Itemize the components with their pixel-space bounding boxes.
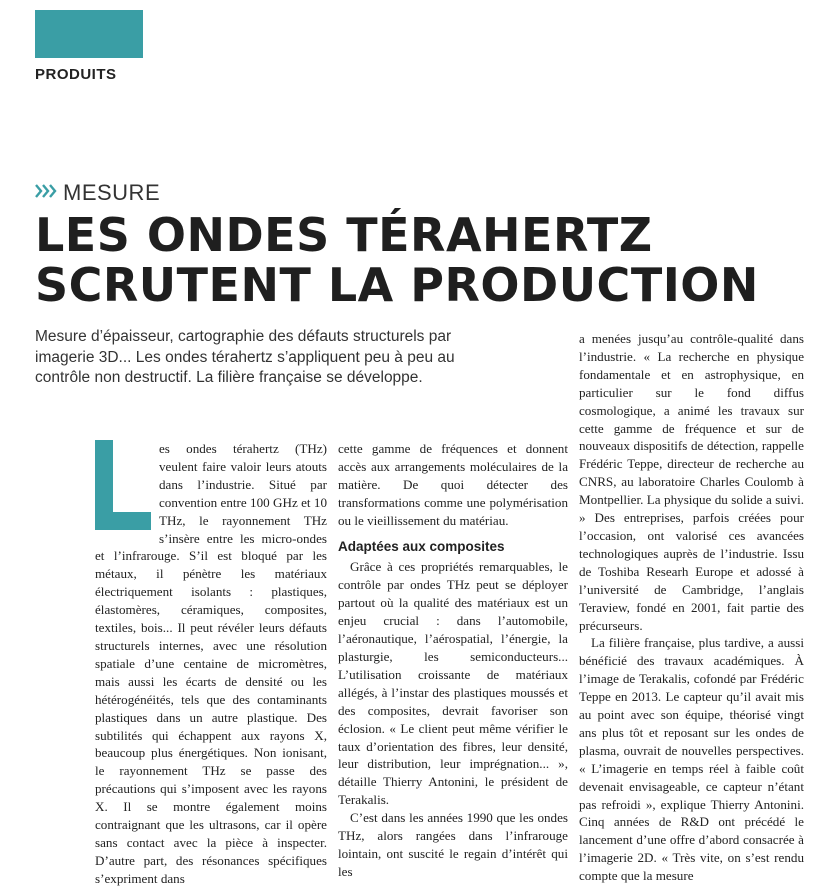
article-column-2 (338, 440, 568, 881)
col2-paragraph-1: cette gamme de fréquences et donnent accès aux arrangements moléculaires de la matière. De quoi détecter des transformations comme une polymérisation ou le vieillissement du matériau. (338, 441, 568, 528)
section-label: PRODUITS (35, 66, 117, 83)
col2-paragraph-3: C’est dans les années 1990 que les ondes THz, alors rangées dans l’infrarouge lointain, ont suscité le regain d’intérêt qui les (338, 810, 568, 879)
col1-paragraph: es ondes térahertz (THz) veulent faire valoir leurs atouts dans l’industrie. Situé par convention entre 100 GHz et 10 THz, le rayonnement THz s’insère entre les micro-ondes et l’infrarouge. S’il est bloqué par les métaux, il pénètre les matériaux électriquement isolants : plastiques, élastomères, céramiques, composites, textiles, bois... Il peut révéler leurs défauts structurels internes, avec une résolution spatiale d’une centaine de micromètres, mais aussi les écarts de densité ou les hétérogénéités, tels que des contaminants plastiques dans un autre plastique. Des subtilités qui échappent aux rayons X, beaucoup plus énergétiques. Non ionisant, le rayonnement THz se passe des précautions qui s’imposent avec les rayons X. Il se montre également moins contraignant que les ultrasons, car il opère sans contact avec la pièce à inspecter. D’autre part, des résonances spécifiques s’expriment dans (95, 441, 327, 886)
standfirst: Mesure d’épaisseur, cartographie des défauts structurels par imagerie 3D... Les ondes térahertz s’appliquent peu à peu au contrôle non destructif. La filière française se développe. (35, 328, 455, 386)
headline-line-1: LES ONDES TÉRAHERTZ (35, 208, 653, 262)
article-column-3 (579, 330, 804, 885)
kicker (35, 180, 160, 206)
subheading: Adaptées aux composites (338, 538, 505, 554)
kicker-text: MESURE (63, 180, 161, 205)
dropcap (95, 440, 153, 530)
col2-paragraph-2: Grâce à ces propriétés remarquables, le contrôle par ondes THz peut se déployer partout où la qualité des matériaux est un enjeu crucial : dans l’automobile, l’aéronautique, l’aérospatial, l’énergie, la plasturgie, les semiconducteurs... L’utilisation croissante de matériaux allégés, à l’instar des plastiques moussés et des composites, devrait favoriser son éclosion. « Le client peut même vérifier le taux d’orientation des fibres, leur densité, leur distribution, leur imprégnation... », détaille Thierry Antonini, le président de Terakalis. (338, 559, 568, 808)
article-column-1 (95, 440, 327, 888)
col3-paragraph-1: a menées jusqu’au contrôle-qualité dans l’industrie. « La recherche en physique fondamentale et en astrophysique, en particulier sur le fond diffus cosmologique, a animé les travaux sur cette gamme de fréquence et sur de nouveaux dispositifs de détection, rappelle Frédéric Teppe, directeur de recherche au CNRS, au laboratoire Charles Coulomb à Montpellier. La physique du solide a suivi. » Des entreprises, parfois créées pour l’occasion, ont valorisé ces avancées technologiques auprès de l’industrie. Issu de Toshiba Researh Europe et adossé à l’université de Cambridge, l’anglais Teraview, fondé en 2001, fait partie des précurseurs. (579, 331, 804, 633)
section-color-block (35, 10, 143, 58)
col3-paragraph-2: La filière française, plus tardive, a aussi bénéficié des travaux académiques. À l’image de Terakalis, cofondé par Frédéric Teppe en 2013. Le capteur qu’il avait mis au point avec son équipe, théorisé vingt ans plus tôt et reposant sur les ondes de plasma, ouvrait de nouvelles perspectives. « L’imagerie en temps réel à faible coût devenait envisageable, ce capteur n’étant pas refroidi », explique Thierry Antonini. Cinq années de R&D ont précédé le lancement d’une offre d’abord consacrée à l’imagerie 2D. « Très vite, on s’est rendu compte que la mesure (579, 635, 804, 884)
headline (35, 210, 815, 310)
triple-chevron-icon (35, 183, 57, 204)
headline-line-2: SCRUTENT LA PRODUCTION (35, 258, 759, 312)
